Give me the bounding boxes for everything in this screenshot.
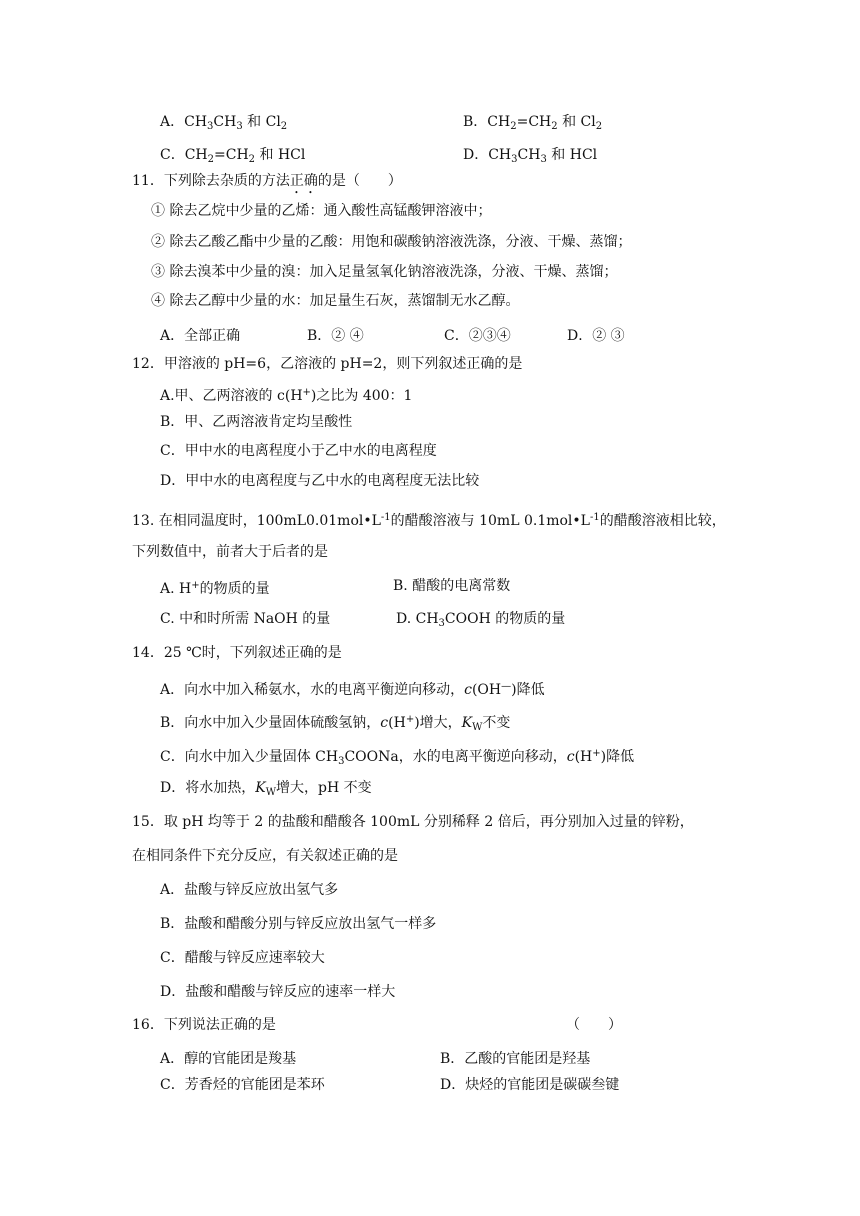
q10-option-d: D．$CH_3CH_3$ 和 HCl xyxy=(463,147,598,165)
q16-stem: 16．下列说法正确的是 xyxy=(132,1017,276,1033)
q13-option-c: C. 中和时所需 NaOH 的量 xyxy=(160,611,331,627)
q16-option-c: C．芳香烃的官能团是苯环 xyxy=(160,1077,325,1093)
q10-option-c: C．$CH_2=CH_2$ 和 HCl xyxy=(160,147,306,165)
emphasis-dots: 正确 xyxy=(289,173,318,189)
q11-item-3: ③ 除去溴苯中少量的溴：加入足量氢氧化钠溶液洗涤，分液、干燥、蒸馏； xyxy=(151,264,618,280)
q14-option-b: B．向水中加入少量固体硫酸氢钠，c(H+)增大，$K_W$不变 xyxy=(160,714,511,733)
q15-option-b: B．盐酸和醋酸分别与锌反应放出氢气一样多 xyxy=(160,916,437,932)
q11-option-d: D．② ③ xyxy=(567,328,625,344)
q11-item-1: ① 除去乙烷中少量的乙烯：通入酸性高锰酸钾溶液中； xyxy=(151,203,492,219)
q14-option-a: A．向水中加入稀氨水，水的电离平衡逆向移动，c(OH—)降低 xyxy=(160,681,545,698)
q12-option-d: D．甲中水的电离程度与乙中水的电离程度无法比较 xyxy=(160,473,480,489)
q11-item-4: ④ 除去乙醇中少量的水：加足量生石灰，蒸馏制无水乙醇。 xyxy=(151,293,520,309)
q15-option-d: D．盐酸和醋酸与锌反应的速率一样大 xyxy=(160,984,396,1000)
q11-item-2: ② 除去乙酸乙酯中少量的乙酸：用饱和碳酸钠溶液洗涤，分液、干燥、蒸馏； xyxy=(151,234,632,250)
q10-option-b: B．$CH_2=CH_2$ 和 $Cl_2$ xyxy=(463,114,603,132)
q14-option-d: D．将水加热，$K_W$增大，pH 不变 xyxy=(160,780,372,798)
q16-option-a: A．醇的官能团是羧基 xyxy=(160,1051,297,1067)
q12-stem: 12．甲溶液的 pH=6，乙溶液的 pH=2，则下列叙述正确的是 xyxy=(132,356,523,372)
q10-option-a: A．$CH_3CH_3$ 和 $Cl_2$ xyxy=(160,114,288,132)
q15-stem-line1: 15．取 pH 均等于 2 的盐酸和醋酸各 100mL 分别稀释 2 倍后，再分别加入过量的锌粉， xyxy=(132,814,694,830)
q15-option-c: C．醋酸与锌反应速率较大 xyxy=(160,950,325,966)
q13-option-d: D. $CH_3COOH$ 的物质的量 xyxy=(396,611,566,629)
q16-answer-paren: （ ） xyxy=(566,1017,622,1033)
q14-option-c: C．向水中加入少量固体 $CH_3COONa$，水的电离平衡逆向移动，c(H+)降低 xyxy=(160,748,635,767)
q12-option-b: B．甲、乙两溶液肯定均呈酸性 xyxy=(160,414,353,430)
q13-stem-line2: 下列数值中，前者大于后者的是 xyxy=(132,544,328,560)
q12-option-a: A.甲、乙两溶液的 c(H+)之比为 400：1 xyxy=(160,387,413,404)
q11-option-c: C．②③④ xyxy=(444,328,511,344)
q12-option-c: C．甲中水的电离程度小于乙中水的电离程度 xyxy=(160,443,437,459)
q14-stem: 14．25 ℃时，下列叙述正确的是 xyxy=(132,645,342,661)
q16-option-d: D．炔烃的官能团是碳碳叁键 xyxy=(440,1077,620,1093)
q15-option-a: A．盐酸与锌反应放出氢气多 xyxy=(160,882,339,898)
q13-option-b: B. 醋酸的电离常数 xyxy=(393,578,511,594)
q13-stem-line1: 13. 在相同温度时，$100mL0.01mol•L^{-1}$的醋酸溶液与 10mL $0.1mol•L^{-1}$的醋酸溶液相比较， xyxy=(132,512,726,529)
q13-option-a: A. H+的物质的量 xyxy=(160,580,270,597)
q11-stem: 11．下列除去杂质的方法正确的是（ ） xyxy=(132,173,402,189)
q15-stem-line2: 在相同条件下充分反应，有关叙述正确的是 xyxy=(132,848,398,864)
q16-option-b: B．乙酸的官能团是羟基 xyxy=(440,1051,591,1067)
q11-option-a: A．全部正确 xyxy=(160,328,241,344)
q11-option-b: B．② ④ xyxy=(307,328,364,344)
